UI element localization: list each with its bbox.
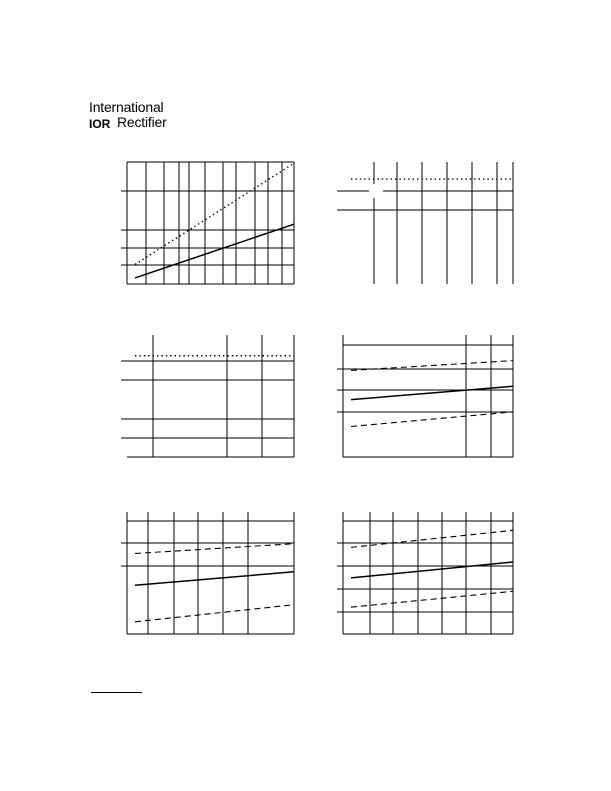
chart-middle-left [117, 335, 302, 465]
chart-bottom-right [336, 512, 521, 642]
chart-middle-right [336, 335, 521, 465]
chart-series [351, 530, 513, 607]
ior-logo-text: IOR [89, 117, 111, 130]
series-line-2 [351, 591, 513, 607]
series-line-1 [351, 562, 513, 578]
footnote-rule [91, 692, 142, 693]
series-line-1 [135, 572, 294, 585]
chart-bottom-left [117, 512, 302, 642]
chart-series [351, 361, 513, 427]
series-line-0 [135, 544, 294, 554]
ior-logo-icon [89, 116, 115, 130]
series-line-0 [135, 163, 294, 264]
chart-grid [337, 335, 513, 457]
chart-top-left [117, 162, 302, 292]
chart-series [135, 163, 294, 278]
series-line-2 [135, 605, 294, 622]
chart-grid [121, 335, 294, 457]
brand-logo [89, 99, 189, 133]
brand-name: International [89, 99, 164, 115]
chart-grid [121, 512, 294, 634]
series-line-2 [351, 412, 513, 427]
series-line-1 [351, 386, 513, 399]
series-line-0 [351, 530, 513, 547]
chart-grid [121, 162, 294, 284]
chart-top-right [336, 162, 521, 292]
series-line-1 [135, 224, 294, 278]
brand-subname: Rectifier [117, 114, 167, 130]
chart-series [135, 544, 294, 622]
chart-grid [337, 512, 513, 634]
chart-grid [337, 162, 513, 284]
blank-region-0 [369, 184, 383, 198]
